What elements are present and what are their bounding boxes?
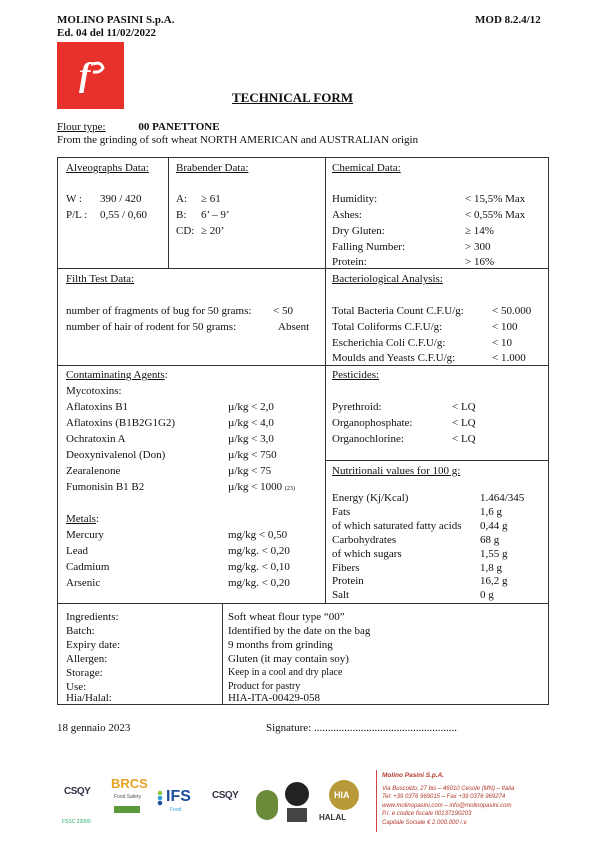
metal-row-val: mg/kg. < 0,10 [228, 561, 290, 573]
nutri-row-val: 1,55 g [480, 548, 508, 560]
chemical-title: Chemical Data: [332, 162, 401, 174]
alveo-w-val: 390 / 420 [100, 193, 142, 205]
company-logo [57, 42, 124, 109]
pest-row-key: Organophosphate: [332, 417, 413, 429]
metal-row-val: mg/kg. < 0,20 [228, 577, 290, 589]
metal-row-val: mg/kg. < 0,20 [228, 545, 290, 557]
contaminating-title-colon: : [164, 369, 168, 381]
bacterio-title: Bacteriological Analysis: [332, 273, 443, 285]
myco-row-val: µ/kg < 4,0 [228, 417, 274, 429]
address-line: Tel: +39 0376 969015 – Fax +39 0376 969274 [382, 794, 506, 800]
signature-line: Signature: .................................................... [266, 722, 457, 734]
contaminating-title-text: Contaminating Agents [66, 369, 165, 381]
myco-row-val: µ/kg < 750 [228, 449, 277, 461]
info-row-key: Allergen: [66, 653, 108, 665]
brcs-sub-text: Food Safety [114, 794, 141, 800]
metals-title-colon: : [95, 513, 100, 525]
flour-type-label: Flour type: [57, 121, 106, 133]
address-line: P.I. e codice fiscale 00137190203 [382, 811, 472, 817]
kosher-icon [285, 782, 309, 806]
nutri-row-val: 68 g [480, 534, 500, 546]
address-line: Via Buscoldo, 27 bis – 46010 Cesole (MN) – Italia [382, 785, 515, 792]
chem-row-key: Falling Number: [332, 241, 406, 253]
kosher-badge-icon [287, 808, 307, 822]
halal-logo-text: HALAL [319, 813, 347, 822]
nutri-row-key: Fats [332, 506, 351, 518]
metal-row-key: Arsenic [66, 577, 101, 589]
brcs-badge-icon [114, 806, 140, 813]
myco-row-val: µ/kg < 2,0 [228, 401, 274, 413]
myco-row-val: µ/kg < 1000 [228, 481, 283, 493]
nutri-row-key: Protein [332, 575, 364, 587]
bact-row-key: Moulds and Yeasts C.F.U/g: [332, 352, 456, 364]
myco-row-key: Deoxynivalenol (Don) [66, 449, 166, 461]
nutrition-title: Nutritionali values for 100 g: [332, 465, 461, 477]
brab-cd-val: ≥ 20’ [201, 225, 225, 237]
info-row-val: Soft wheat flour type “00” [228, 611, 345, 623]
pest-row-key: Pyrethroid: [332, 401, 382, 413]
fssc-logo-text: FSSC 22000 [62, 819, 91, 825]
info-row-val: HIA-ITA-00429-058 [228, 692, 320, 704]
metal-row-key: Mercury [66, 529, 104, 541]
filth-row-key: number of hair of rodent for 50 grams: [66, 321, 237, 333]
filth-row-key: number of fragments of bug for 50 grams: [66, 305, 252, 317]
chem-row-val: > 16% [465, 256, 495, 268]
logo-f-icon [57, 42, 124, 109]
myco-row-val: µ/kg < 3,0 [228, 433, 274, 445]
flour-origin: From the grinding of soft wheat NORTH AMERICAN and AUSTRALIAN origin [57, 134, 419, 146]
info-row-key: Expiry date: [66, 639, 121, 651]
chem-row-val: ≥ 14% [465, 225, 494, 237]
bact-row-val: < 50.000 [492, 305, 532, 317]
brcs-logo-text: BRCS [111, 776, 148, 791]
alveo-pl-val: 0,55 / 0,60 [100, 209, 148, 221]
edition-date: Ed. 04 del 11/02/2022 [57, 27, 157, 39]
alveo-w-key: W : [66, 193, 82, 205]
divider-h3 [57, 603, 549, 604]
divider-h2 [57, 365, 549, 366]
brab-cd-key: CD: [176, 225, 195, 237]
svg-text:f: f [79, 57, 91, 94]
myco-row-key: Aflatoxins B1 [66, 401, 129, 413]
chem-row-key: Dry Gluten: [332, 225, 385, 237]
chem-row-val: < 0,55% Max [465, 209, 526, 221]
filth-row-val: < 50 [273, 305, 293, 317]
chem-row-val: < 15,5% Max [465, 193, 526, 205]
brab-a-key: A: [176, 193, 187, 205]
address-line: www.molinopasini.com – info@molinopasini.com [382, 802, 512, 809]
nutri-row-key: Salt [332, 589, 350, 601]
ifs-sub-text: Food [170, 807, 182, 813]
nutri-row-key: Energy (Kj/Kcal) [332, 492, 409, 504]
csqy-logo-text-2: CSQY [212, 790, 239, 801]
bact-row-key: Total Coliforms C.F.U/g: [332, 321, 443, 333]
pest-row-val: < LQ [452, 401, 476, 413]
csqy-cert-logo-2 [210, 772, 252, 830]
nutri-row-key: Fibers [332, 562, 360, 574]
seal-icon [256, 790, 278, 820]
chem-row-key: Ashes: [332, 209, 362, 221]
brab-b-val: 6’ – 9’ [201, 209, 230, 221]
divider-vertical-info [222, 603, 223, 705]
hia-logo-text: HIA [334, 790, 350, 800]
ifs-dots-icon [156, 790, 164, 806]
nutri-row-val: 16,2 g [480, 575, 508, 587]
csqy-cert-logo-1 [60, 772, 102, 830]
chem-row-val: > 300 [465, 241, 491, 253]
pest-row-key: Organochlorine: [332, 433, 404, 445]
document-date: 18 gennaio 2023 [57, 722, 131, 734]
myco-row-val-wrap [228, 481, 295, 493]
ifs-logo-text: IFS [166, 788, 191, 805]
myco-row-note: (23) [284, 486, 295, 492]
alveograph-title: Alveographs Data: [66, 162, 149, 174]
alveo-pl-key: P/L : [66, 209, 88, 221]
brab-a-val: ≥ 61 [201, 193, 221, 205]
pesticides-title: Pesticides: [332, 369, 380, 381]
info-row-key: Ingredients: [66, 611, 119, 623]
contaminating-title [66, 369, 168, 381]
metal-row-val: mg/kg < 0,50 [228, 529, 288, 541]
nutri-row-val: 0 g [480, 589, 494, 601]
info-row-val: 9 months from grinding [228, 639, 333, 651]
nutri-row-val: 1.464/345 [480, 492, 525, 504]
bact-row-val: < 10 [492, 337, 512, 349]
brabender-title: Brabender Data: [176, 162, 249, 174]
myco-row-val: µ/kg < 75 [228, 465, 272, 477]
info-row-val: Keep in a cool and dry place [228, 667, 343, 678]
info-row-val: Gluten (it may contain soy) [228, 653, 349, 665]
myco-row-key: Zearalenone [66, 465, 121, 477]
divider-h-nutri [325, 460, 549, 461]
address-line: Capitale Sociale € 2.000.000 i.v. [382, 819, 468, 826]
bact-row-key: Total Bacteria Count C.F.U/g: [332, 305, 464, 317]
pest-row-val: < LQ [452, 417, 476, 429]
nutri-row-val: 1,8 g [480, 562, 502, 574]
filth-title: Filth Test Data: [66, 273, 135, 285]
nutri-row-key: Carbohydrates [332, 534, 397, 546]
info-row-key: Hia/Halal: [66, 692, 112, 704]
mycotoxins-label: Mycotoxins: [66, 385, 122, 397]
divider-h1 [57, 268, 549, 269]
pest-row-val: < LQ [452, 433, 476, 445]
bact-row-val: < 100 [492, 321, 518, 333]
company-address [382, 772, 562, 827]
bact-row-key: Escherichia Coli C.F.U/g: [332, 337, 446, 349]
chem-row-key: Humidity: [332, 193, 378, 205]
brab-b-key: B: [176, 209, 187, 221]
divider-vertical-main [325, 157, 326, 603]
filth-row-val: Absent [278, 321, 310, 333]
nutri-row-val: 0,44 g [480, 520, 508, 532]
myco-row-key: Ochratoxin A [66, 433, 126, 445]
bact-row-val: < 1.000 [492, 352, 526, 364]
divider-vertical-alveo [168, 157, 169, 268]
metal-row-key: Cadmium [66, 561, 110, 573]
metals-title [66, 513, 99, 525]
chem-row-key: Protein: [332, 256, 367, 268]
info-row-key: Use: [66, 681, 87, 693]
metal-row-key: Lead [66, 545, 88, 557]
myco-row-key: Fumonisin B1 B2 [66, 481, 145, 493]
csqy-logo-text: CSQY [64, 786, 91, 797]
module-code: MOD 8.2.4/12 [475, 14, 541, 26]
info-row-val: Identified by the date on the bag [228, 625, 371, 637]
metals-title-text: Metals [66, 513, 96, 525]
myco-row-key: Aflatoxins (B1B2G1G2) [66, 417, 176, 429]
info-row-key: Storage: [66, 667, 103, 679]
info-row-val: Product for pastry [228, 681, 301, 692]
footer-separator [376, 770, 377, 832]
info-row-key: Batch: [66, 625, 95, 637]
company-name: MOLINO PASINI S.p.A. [57, 14, 175, 26]
flour-type [57, 121, 220, 133]
hia-halal-cert-logo [315, 772, 371, 830]
address-company-name: Molino Pasini S.p.A. [382, 772, 445, 779]
kosher-cert-logo [284, 772, 312, 830]
seal-cert-logo [254, 772, 280, 830]
nutri-row-key: of which saturated fatty acids [332, 520, 462, 532]
ifs-cert-logo [154, 772, 198, 830]
nutri-row-val: 1,6 g [480, 506, 502, 518]
page-title: TECHNICAL FORM [232, 90, 353, 105]
flour-type-value: 00 PANETTONE [138, 121, 220, 133]
nutri-row-key: of which sugars [332, 548, 402, 560]
brcs-cert-logo [108, 772, 148, 830]
